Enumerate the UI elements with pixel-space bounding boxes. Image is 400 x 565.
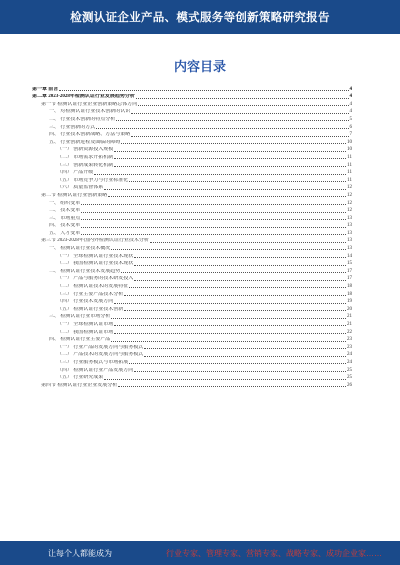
toc-entry-label: 第二节 检测认证行业创新策略 — [41, 192, 108, 198]
toc-leader-dots — [134, 265, 346, 266]
toc-leader-dots — [121, 143, 346, 144]
toc-entry-page: 19 — [347, 299, 352, 305]
toc-leader-dots — [134, 371, 346, 372]
toc-entry-page: 18 — [347, 284, 352, 290]
toc-leader-dots — [81, 227, 346, 228]
toc-entry-label: （六） 质量监督体系 — [57, 185, 104, 191]
toc-entry[interactable] — [32, 191, 352, 199]
toc-leader-dots — [144, 356, 346, 357]
toc-entry[interactable] — [32, 260, 352, 268]
toc-entry[interactable] — [32, 282, 352, 290]
toc-entry-page: 13 — [347, 238, 352, 244]
toc-entry-label: 一、 检测认证行业技术概况 — [49, 246, 111, 252]
toc-entry-label: 三、 市场重点 — [49, 215, 81, 221]
toc-entry-label: （一） 创新资源投入规模 — [57, 147, 114, 153]
toc-leader-dots — [121, 272, 346, 273]
toc-leader-dots — [134, 280, 346, 281]
toc-entry[interactable] — [32, 199, 352, 207]
toc-leader-dots — [129, 181, 346, 182]
toc-leader-dots — [59, 90, 348, 91]
toc-entry-label: 一、 组织变革 — [49, 200, 81, 206]
toc-entry[interactable] — [32, 229, 352, 237]
toc-entry[interactable] — [32, 138, 352, 146]
toc-entry-label: （四） 产品升级 — [57, 170, 94, 176]
toc-entry-page: 4 — [349, 86, 352, 92]
toc-heading: 内容目录 — [173, 59, 226, 74]
toc-entry-label: 二、 技术变革 — [49, 208, 81, 214]
toc-entry[interactable] — [32, 298, 352, 306]
toc-leader-dots — [114, 303, 346, 304]
toc-leader-dots — [81, 212, 346, 213]
toc-entry-label: （二） 我国检测认证市场 — [57, 329, 114, 335]
toc-entry[interactable] — [32, 153, 352, 161]
toc-entry-label: 四、 检测认证行业主要产品 — [49, 337, 111, 343]
toc-entry-label: （四） 检测认证行业产品发展方向 — [57, 367, 134, 373]
toc-entry[interactable] — [32, 176, 352, 184]
toc-entry-page: 12 — [347, 200, 352, 206]
toc-entry[interactable] — [32, 123, 352, 131]
toc-leader-dots — [114, 158, 346, 159]
toc-entry-label: 二、 检测认证行业技术发展趋势 — [49, 268, 121, 274]
toc-entry[interactable] — [32, 161, 352, 169]
toc-leader-dots — [108, 196, 346, 197]
report-title: 检测认证企业产品、模式服务等创新策略研究报告 — [70, 12, 330, 24]
toc-entry[interactable] — [32, 85, 352, 93]
toc-entry-page: 13 — [347, 223, 352, 229]
toc-entry-label: （五） 检测认证行业技术创新 — [57, 306, 124, 312]
toc-entry-page: 14 — [347, 253, 352, 259]
toc-entry-page: 4 — [349, 109, 352, 115]
toc-entry[interactable] — [32, 351, 352, 359]
toc-leader-dots — [111, 318, 346, 319]
toc-entry-label: （二） 检测认证技术的发展特征 — [57, 284, 129, 290]
toc-entry-label: 二、 行业技术创新的特点分析 — [49, 116, 116, 122]
toc-entry[interactable] — [32, 305, 352, 313]
toc-entry-page: 11 — [347, 154, 352, 160]
toc-entry[interactable] — [32, 290, 352, 298]
toc-entry[interactable] — [32, 108, 352, 116]
toc-entry-label: （一） 产品与服务的技术研发投入 — [57, 276, 134, 282]
toc-entry[interactable] — [32, 275, 352, 283]
toc-entry[interactable] — [32, 267, 352, 275]
toc-entry-page: 21 — [347, 314, 352, 320]
toc-entry[interactable] — [32, 169, 352, 177]
toc-entry[interactable] — [32, 336, 352, 344]
toc-entry-page: 10 — [347, 139, 352, 145]
toc-entry-page: 24 — [347, 352, 352, 358]
toc-entry-label: （一） 行业产品的发展方向与服务模式 — [57, 344, 144, 350]
toc-leader-dots — [111, 249, 346, 250]
toc-entry-label: （二） 市场需求开拓机制 — [57, 154, 114, 160]
toc-entry-page: 4 — [349, 101, 352, 107]
toc-entry-page: 13 — [347, 246, 352, 252]
toc-entry[interactable] — [32, 374, 352, 382]
toc-leader-dots — [116, 120, 348, 121]
toc-entry-label: （五） 市场竞争力与行业标准化 — [57, 177, 129, 183]
footer-tagline: 行业专家、管理专家、营销专家、战略专家、成功企业家…… — [166, 548, 382, 558]
toc-entry[interactable] — [32, 237, 352, 245]
toc-entry[interactable] — [32, 252, 352, 260]
toc-entry-label: 三、 行业创新的方式 — [49, 124, 96, 130]
toc-entry[interactable] — [32, 320, 352, 328]
toc-entry[interactable] — [32, 328, 352, 336]
toc-entry[interactable] — [32, 100, 352, 108]
toc-entry-page: 12 — [347, 192, 352, 198]
toc-leader-dots — [104, 189, 346, 190]
toc-entry-page: 7 — [349, 132, 352, 138]
toc-leader-dots — [129, 363, 346, 364]
toc-entry-page: 13 — [347, 230, 352, 236]
toc-leader-dots — [114, 325, 346, 326]
toc-entry-page: 25 — [347, 367, 352, 373]
toc-leader-dots — [114, 151, 346, 152]
toc-entry-page: 24 — [347, 359, 352, 365]
toc-leader-dots — [114, 333, 346, 334]
toc-entry-page: 13 — [347, 215, 352, 221]
footer-bar — [0, 541, 400, 565]
toc-leader-dots — [131, 113, 348, 114]
report-header-bar — [0, 0, 400, 34]
toc-entry[interactable] — [32, 93, 352, 101]
toc-leader-dots — [134, 257, 346, 258]
toc-leader-dots — [94, 174, 346, 175]
toc-entry-page: 11 — [347, 162, 352, 168]
toc-entry-label: 四、 技术变革 — [49, 223, 81, 229]
toc-entry[interactable] — [32, 358, 352, 366]
toc-entry-page: 5 — [349, 116, 352, 122]
toc-entry[interactable] — [32, 115, 352, 123]
toc-entry-page: 22 — [347, 329, 352, 335]
toc-leader-dots — [111, 341, 346, 342]
toc-entry-label: 一、 对检测认证行业技术创新的认识 — [49, 109, 131, 115]
toc-entry-label: （三） 行业主要产品技术分析 — [57, 291, 124, 297]
toc-leader-dots — [96, 128, 348, 129]
toc-entry-page: 18 — [347, 291, 352, 297]
toc-entry-page: 17 — [347, 276, 352, 282]
toc-entry-page: 21 — [347, 322, 352, 327]
toc-entry-label: （一） 全球检测认证行业技术现状 — [57, 253, 134, 259]
toc-entry-label: （二） 我国检测认证行业技术现状 — [57, 261, 134, 267]
toc-entry-label: 五、 行业创新进程及面临的障碍 — [49, 139, 121, 145]
toc-leader-dots — [124, 310, 346, 311]
toc-entry-label: 五、 人才变革 — [49, 230, 81, 236]
toc-entry-label: （三） 行业服务模式与市场拓展 — [57, 359, 129, 365]
toc-entry-page: 11 — [347, 177, 352, 183]
table-of-contents — [32, 85, 352, 389]
toc-entry[interactable] — [32, 222, 352, 230]
toc-entry-label: （五） 行业研究成果 — [57, 375, 104, 381]
toc-entry-page: 17 — [347, 268, 352, 274]
toc-entry[interactable] — [32, 366, 352, 374]
footer-slogan: 让每个人都能成为 — [48, 548, 112, 558]
toc-leader-dots — [150, 242, 346, 243]
toc-entry-page: 23 — [347, 337, 352, 343]
toc-entry-page: 23 — [347, 344, 352, 350]
toc-leader-dots — [118, 386, 346, 387]
toc-entry[interactable] — [32, 343, 352, 351]
toc-entry[interactable] — [32, 244, 352, 252]
toc-entry-label: （三） 创新成果转化机制 — [57, 162, 114, 168]
toc-entry-page: 20 — [347, 306, 352, 312]
toc-entry-label: 第二章 2023-2028年检测认证行业发展趋势分析 — [32, 94, 135, 100]
toc-entry-label: 第一节 检测认证行业企业创新策略总体方向 — [41, 101, 138, 107]
toc-entry-label: 第四节 检测认证行业企业发展分析 — [41, 382, 118, 388]
toc-entry-page: 4 — [349, 94, 352, 100]
toc-entry-page: 26 — [347, 382, 352, 388]
toc-entry[interactable] — [32, 184, 352, 192]
toc-entry-page: 11 — [347, 170, 352, 176]
toc-entry-page: 10 — [347, 147, 352, 153]
toc-entry-page: 12 — [347, 185, 352, 191]
toc-leader-dots — [144, 348, 346, 349]
toc-entry[interactable] — [32, 131, 352, 139]
toc-entry[interactable] — [32, 214, 352, 222]
toc-entry-label: （一） 全球检测认证市场 — [57, 322, 114, 327]
toc-leader-dots — [81, 204, 346, 205]
toc-leader-dots — [131, 136, 348, 137]
toc-leader-dots — [138, 105, 348, 106]
toc-entry[interactable] — [32, 207, 352, 215]
toc-leader-dots — [104, 379, 346, 380]
toc-entry-label: （二） 产品技术的发展方向与服务模式 — [57, 352, 144, 358]
toc-entry[interactable] — [32, 146, 352, 154]
toc-entry-page: 25 — [347, 375, 352, 381]
toc-entry-label: 第三节 2023-2028年国内外检测认证行业技术分析 — [41, 238, 149, 244]
toc-leader-dots — [124, 295, 346, 296]
toc-entry-label: 三、 检测认证行业市场分析 — [49, 314, 111, 320]
toc-entry-label: 四、 行业技术创新战略、方法与策略 — [49, 132, 131, 138]
toc-leader-dots — [81, 219, 346, 220]
toc-leader-dots — [129, 287, 346, 288]
toc-leader-dots — [114, 166, 346, 167]
toc-entry[interactable] — [32, 313, 352, 321]
toc-leader-dots — [81, 234, 346, 235]
toc-entry-label: 第一章 前言 — [32, 86, 59, 92]
toc-entry-page: 15 — [347, 261, 352, 267]
toc-entry[interactable] — [32, 381, 352, 389]
toc-entry-label: （四） 行业技术发展方向 — [57, 299, 114, 305]
toc-entry-page: 6 — [349, 124, 352, 130]
toc-entry-page: 12 — [347, 208, 352, 214]
toc-leader-dots — [136, 98, 349, 99]
